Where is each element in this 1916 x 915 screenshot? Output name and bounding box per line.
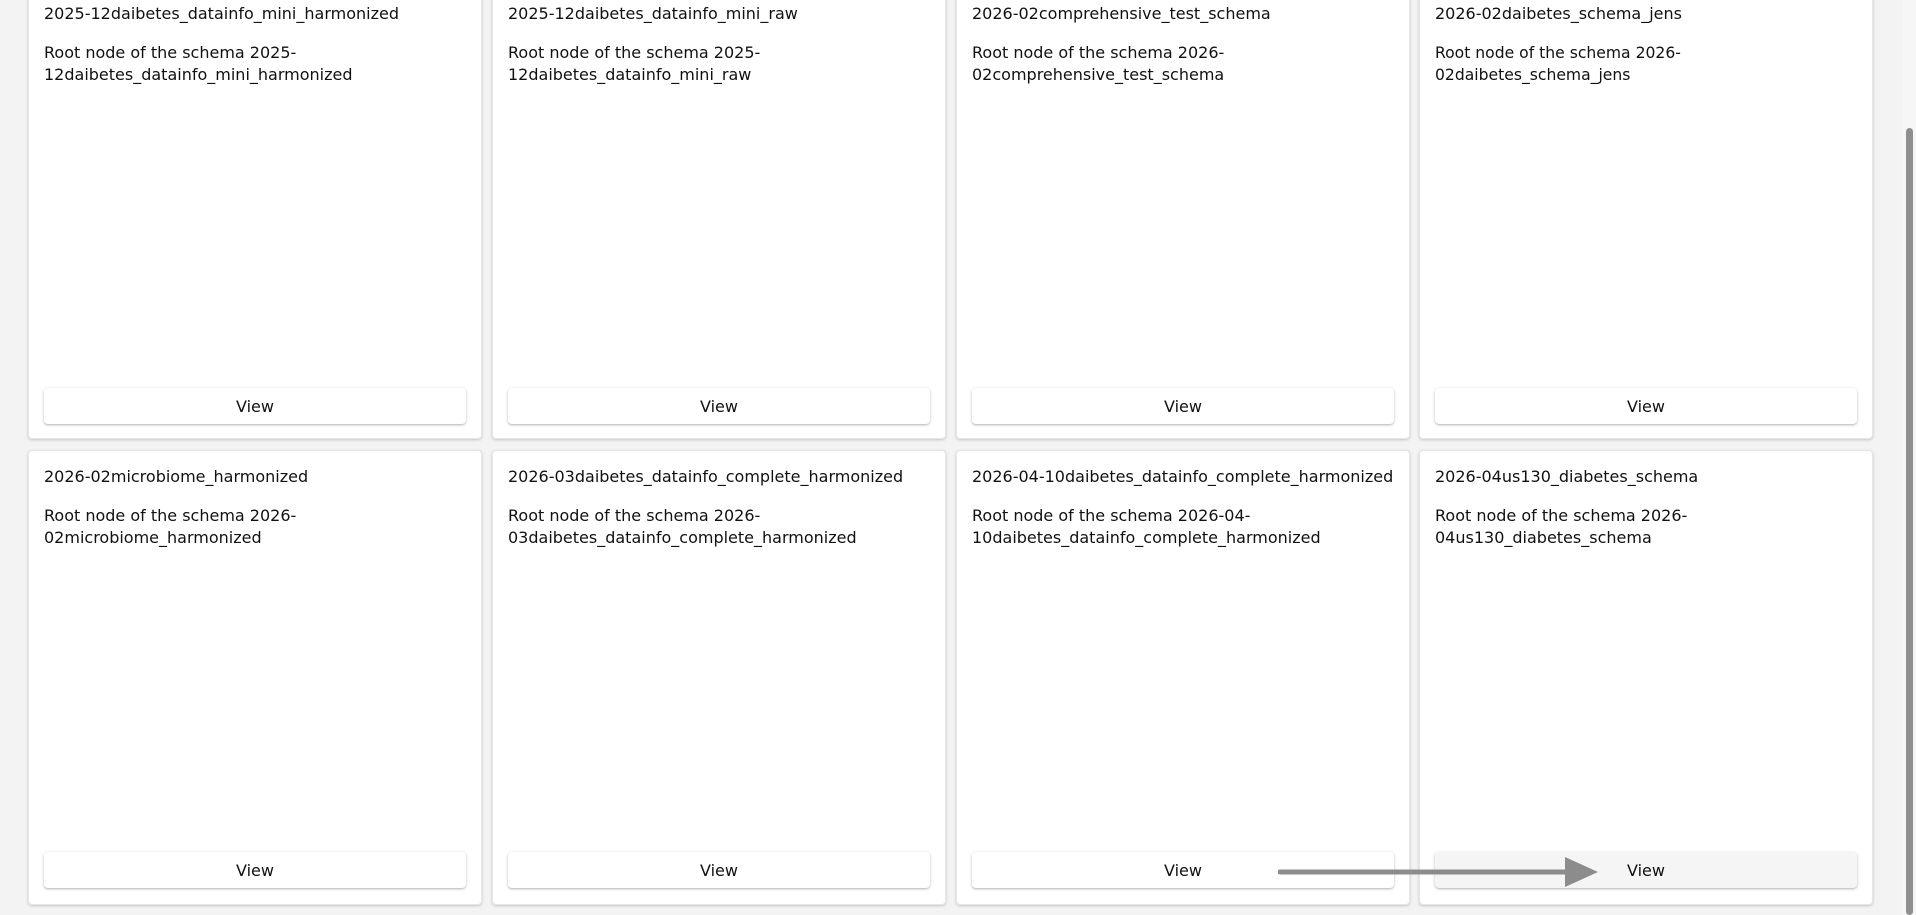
card-description: Root node of the schema 2025-12daibetes_datainfo_mini_raw: [508, 43, 761, 84]
card-title: 2026-02comprehensive_test_schema: [972, 4, 1271, 23]
view-button[interactable]: View: [44, 852, 466, 888]
schema-card: [492, 0, 946, 439]
schema-card: [28, 450, 482, 905]
card-title: 2026-04-10daibetes_datainfo_complete_harmonized: [972, 467, 1394, 486]
schema-card: [956, 0, 1410, 439]
view-button[interactable]: View: [508, 388, 930, 424]
card-description: Root node of the schema 2026-02daibetes_schema_jens: [1435, 44, 1681, 84]
view-button[interactable]: View: [508, 852, 930, 888]
schema-card: [492, 450, 946, 905]
view-button[interactable]: View: [1435, 388, 1857, 424]
view-button[interactable]: View: [972, 388, 1394, 424]
schema-card: [28, 0, 482, 439]
card-description: Root node of the schema 2026-02comprehensive_test_schema: [972, 43, 1225, 84]
card-description: Root node of the schema 2026-04us130_diabetes_schema: [1435, 506, 1688, 547]
card-description: Root node of the schema 2026-04-10daibetes_datainfo_complete_harmonized: [972, 506, 1321, 547]
schema-card: [1419, 0, 1873, 439]
scrollbar-thumb[interactable]: [1906, 128, 1913, 915]
view-button[interactable]: View: [1435, 852, 1857, 888]
card-title: 2026-02daibetes_schema_jens: [1435, 4, 1682, 23]
view-button[interactable]: View: [972, 852, 1394, 888]
view-button[interactable]: View: [44, 388, 466, 424]
card-title: 2026-03daibetes_datainfo_complete_harmonized: [508, 467, 904, 486]
card-title: 2025-12daibetes_datainfo_mini_harmonized: [44, 4, 399, 23]
card-description: Root node of the schema 2026-02microbiome_harmonized: [44, 506, 297, 547]
scrollbar-track[interactable]: [1903, 0, 1916, 915]
card-title: 2026-02microbiome_harmonized: [44, 467, 309, 486]
card-title: 2026-04us130_diabetes_schema: [1435, 467, 1699, 486]
schema-card: [956, 450, 1410, 905]
card-description: Root node of the schema 2026-03daibetes_datainfo_complete_harmonized: [508, 506, 857, 547]
schema-card: [1419, 450, 1873, 905]
card-title: 2025-12daibetes_datainfo_mini_raw: [508, 4, 798, 23]
card-description: Root node of the schema 2025-12daibetes_datainfo_mini_harmonized: [44, 43, 353, 84]
